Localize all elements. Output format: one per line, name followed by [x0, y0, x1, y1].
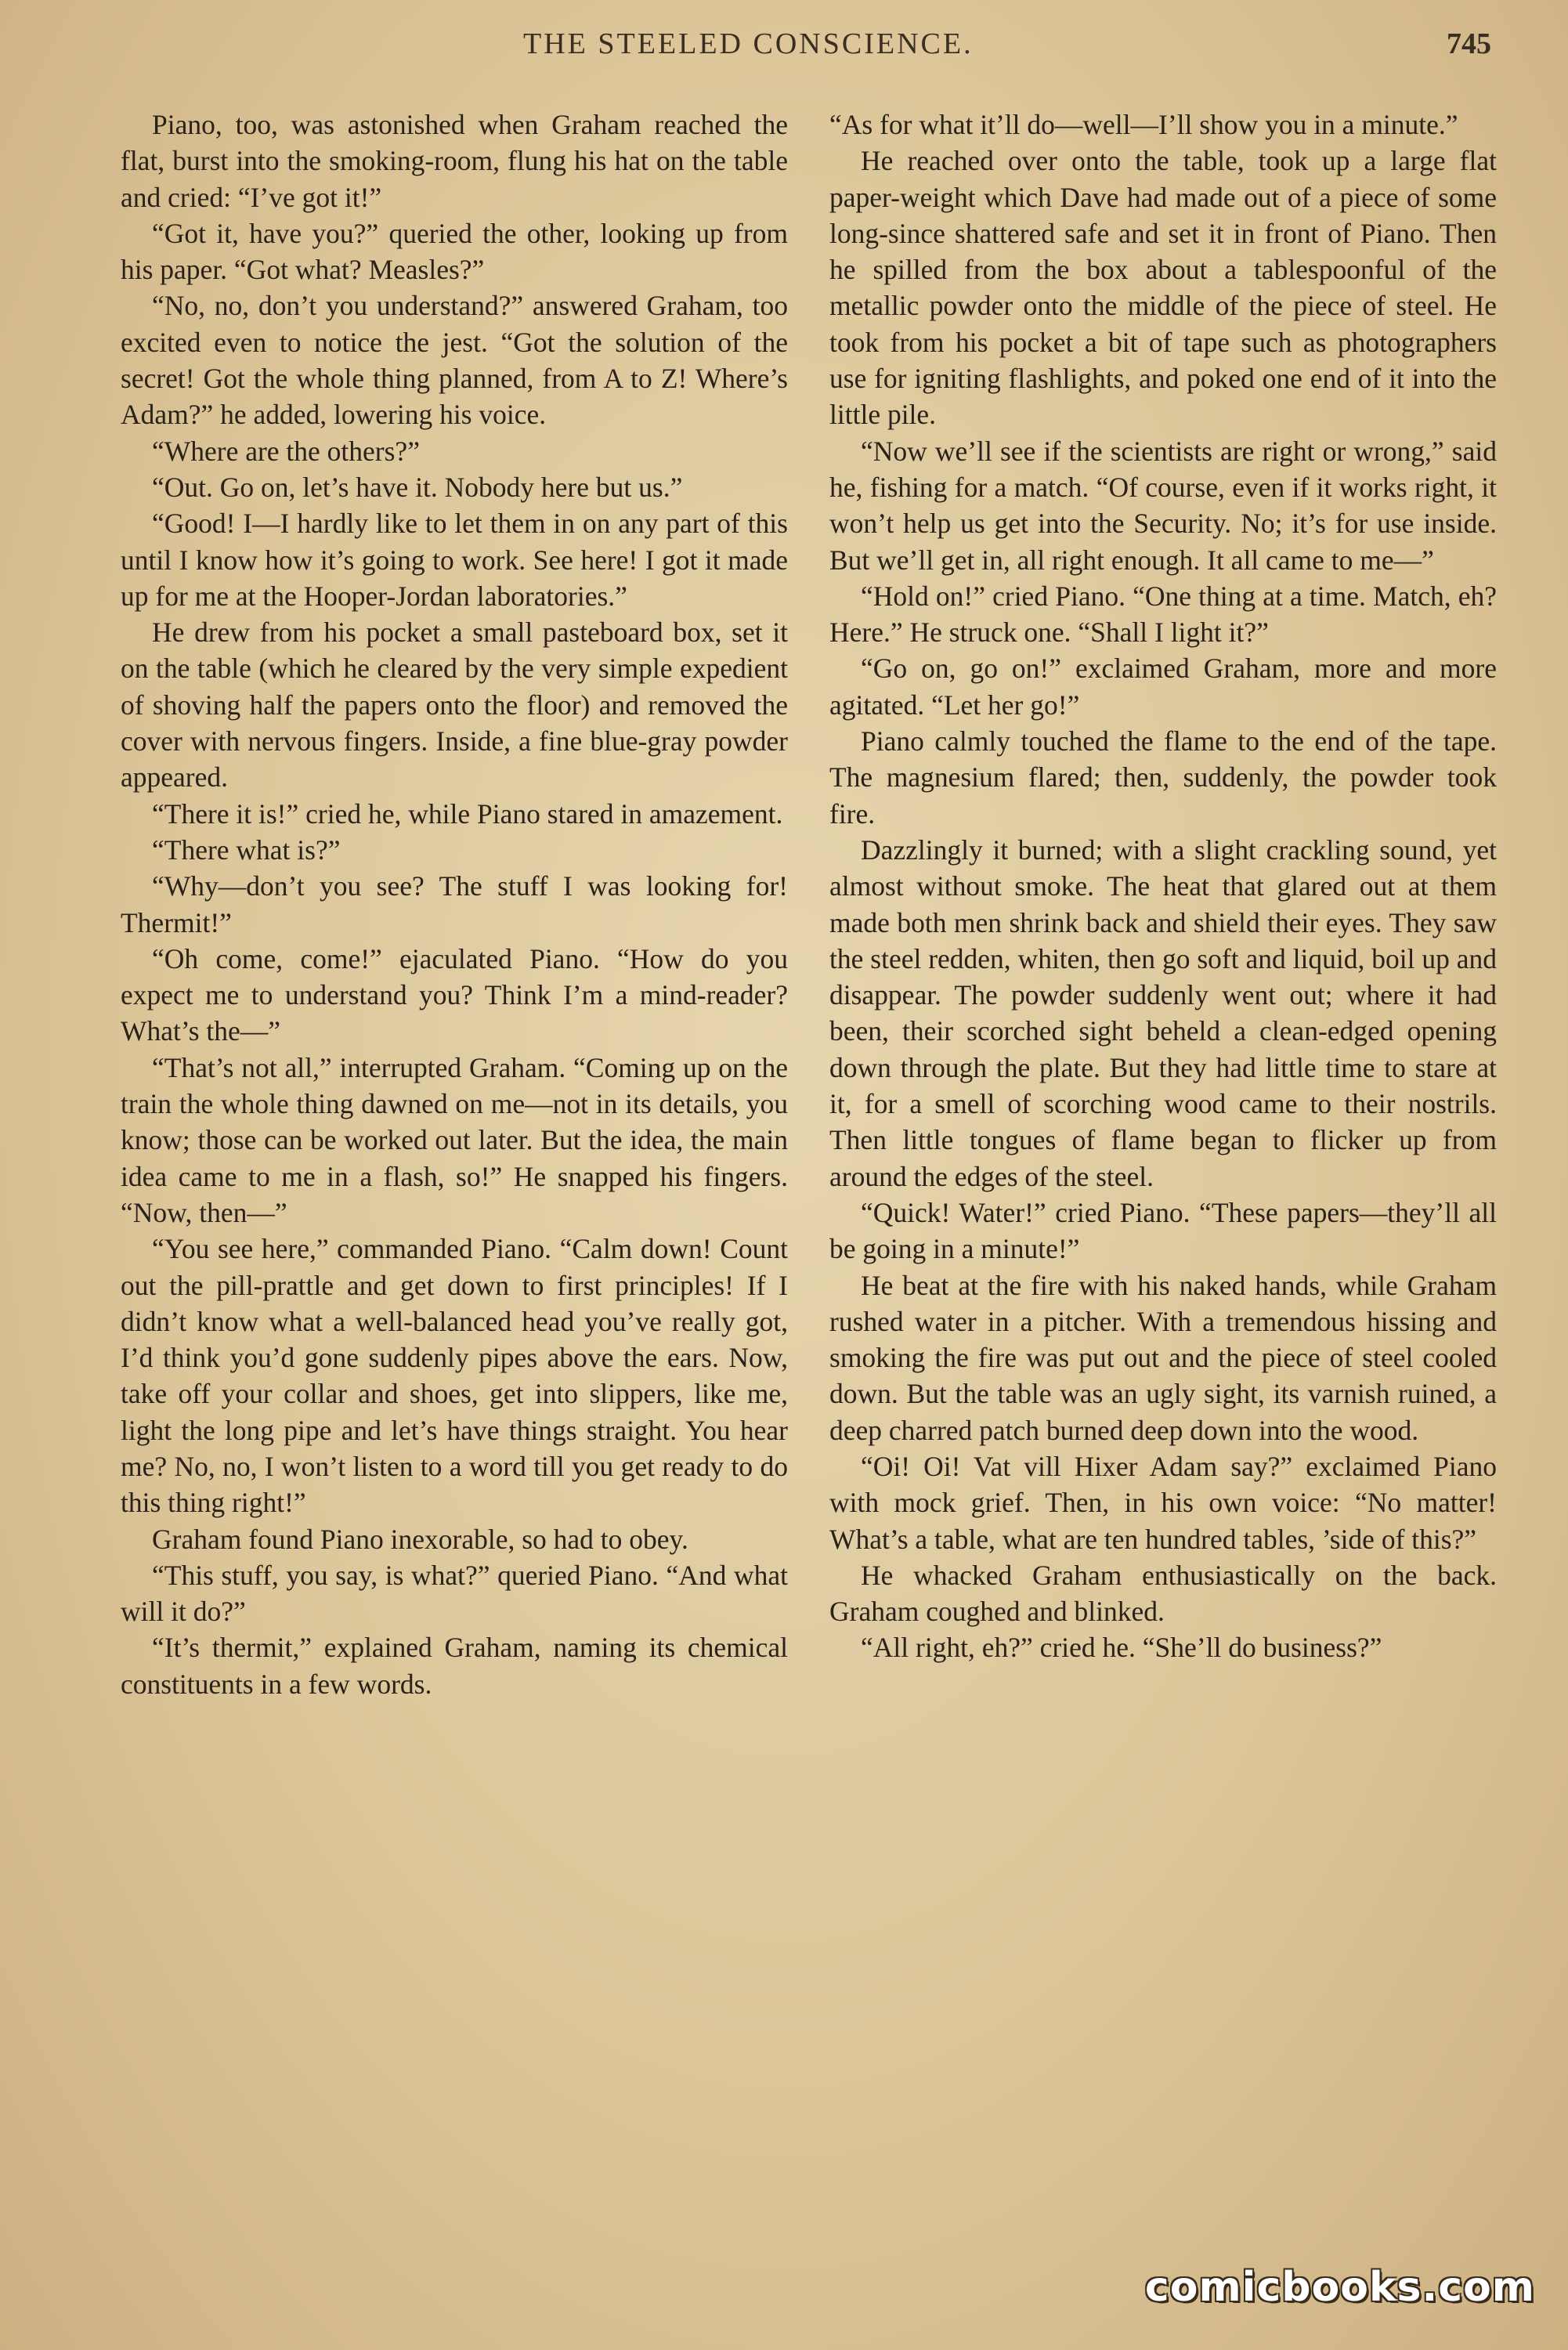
paragraph: “Go on, go on!” exclaimed Graham, more and more agitated. “Let her go!” — [829, 653, 1497, 721]
paragraph: “All right, eh?” cried he. “She’ll do business?” — [861, 1632, 1382, 1664]
paragraph: Dazzlingly it burned; with a slight crackling sound, yet almost without smoke. The heat that glared out at them made both men shrink back and shield their eyes. They saw the steel redden, whiten, then go soft and liquid, boil up and disappear. The powder suddenly went out; where it had been, their scorched sight beheld a clean-edged opening down through the plate. But they had little time to stare at it, for a smell of scorching wood came to their nostrils. Then little tongues of flame began to flicker up from around the edges of the steel. — [829, 833, 1497, 1192]
paragraph: “You see here,” commanded Piano. “Calm down! Count out the pill-prattle and get down to first principles! If I didn’t know what a well-balanced head you’ve really got, I’d think you’d gone suddenly pipes above the ears. Now, take off your collar and shoes, get into slippers, like me, light the long pipe and let’s have things straight. You hear me? No, no, I won’t listen to a word till you get ready to do this thing right!” — [121, 1233, 788, 1519]
paragraph: “As for what it’ll do—well—I’ll show you in a minute.” — [829, 109, 1458, 140]
paragraph: “Out. Go on, let’s have it. Nobody here but us.” — [152, 471, 683, 503]
paragraph: “Oi! Oi! Vat vill Hixer Adam say?” exclaimed Piano with mock grief. Then, in his own voice: “No matter! What’s a table, what are ten hundred tables, ’side of this?” — [829, 1450, 1497, 1555]
paragraph: “Good! I—I hardly like to let them in on any part of this until I know how it’s going to work. See here! I got it made up for me at the Hooper-Jordan laboratories.” — [121, 508, 788, 612]
paragraph: “There what is?” — [152, 833, 341, 866]
paragraph: He beat at the fire with his naked hands, while Graham rushed water in a pitcher. With a tremendous hissing and smoking the fire was put out and the piece of steel cooled down. But the table was an ugly sight, its varnish ruined, a deep charred patch burned deep down into the wood. — [829, 1269, 1497, 1446]
paragraph: He drew from his pocket a small pasteboard box, set it on the table (which he cleared by the very simple expedient of shoving half the papers onto the floor) and removed the cover with nervous fingers. Inside, a fine blue-gray powder appeared. — [121, 616, 788, 794]
paragraph: “There it is!” cried he, while Piano stared in amazement. — [152, 797, 783, 830]
paragraph: “Why—don’t you see? The stuff I was looking for! Thermit!” — [121, 870, 788, 938]
paragraph: “This stuff, you say, is what?” queried Piano. “And what will it do?” — [121, 1559, 788, 1628]
text-column-right — [829, 107, 1497, 1666]
paragraph: “Oh come, come!” ejaculated Piano. “How do you expect me to understand you? Think I’m a mind-reader? What’s the—” — [121, 942, 788, 1047]
text-column-left — [121, 107, 788, 1702]
paragraph: Piano, too, was astonished when Graham reached the flat, burst into the smoking-room, flung his hat on the table and cried: “I’ve got it!” — [121, 109, 788, 213]
paragraph: “No, no, don’t you understand?” answered Graham, too excited even to notice the jest. “Got the solution of the secret! Got the whole thing planned, from A to Z! Where’s Adam?” he added, lowering his voice. — [121, 290, 788, 431]
page-header — [0, 27, 1568, 74]
paragraph: “Where are the others?” — [152, 435, 420, 467]
page-number: 745 — [1447, 27, 1491, 60]
paragraph: “It’s thermit,” explained Graham, naming its chemical constituents in a few words. — [121, 1632, 788, 1700]
paragraph: Graham found Piano inexorable, so had to obey. — [152, 1523, 688, 1555]
paragraph: “Hold on!” cried Piano. “One thing at a time. Match, eh? Here.” He struck one. “Shall I light it?” — [829, 580, 1497, 649]
paragraph: Piano calmly touched the flame to the end of the tape. The magnesium flared; then, suddenly, the powder took fire. — [829, 725, 1497, 830]
paragraph: “Got it, have you?” queried the other, looking up from his paper. “Got what? Measles?” — [121, 217, 788, 286]
paragraph: He reached over onto the table, took up a large flat paper-weight which Dave had made out of a piece of some long-since shattered safe and set it in front of Piano. Then he spilled from the box about a tablespoonful of the metallic powder onto the middle of the piece of steel. He took from his pocket a bit of tape such as photographers use for igniting flashlights, and poked one end of it into the little pile. — [829, 145, 1497, 431]
paragraph: “Now we’ll see if the scientists are right or wrong,” said he, fishing for a match. “Of course, even if it works right, it won’t help us get into the Security. No; it’s for use inside. But we’ll get in, all right enough. It all came to me—” — [829, 435, 1497, 576]
running-title: THE STEELED CONSCIENCE. — [523, 27, 974, 60]
paragraph: “That’s not all,” interrupted Graham. “Coming up on the train the whole thing dawned on me—not in its details, you know; those can be worked out later. But the idea, the main idea came to me in a flash, so!” He snapped his fingers. “Now, then—” — [121, 1051, 788, 1228]
paragraph: He whacked Graham enthusiastically on the back. Graham coughed and blinked. — [829, 1559, 1497, 1628]
watermark: comicbooks.com — [1144, 2264, 1535, 2311]
paragraph: “Quick! Water!” cried Piano. “These papers—they’ll all be going in a minute!” — [829, 1196, 1497, 1265]
